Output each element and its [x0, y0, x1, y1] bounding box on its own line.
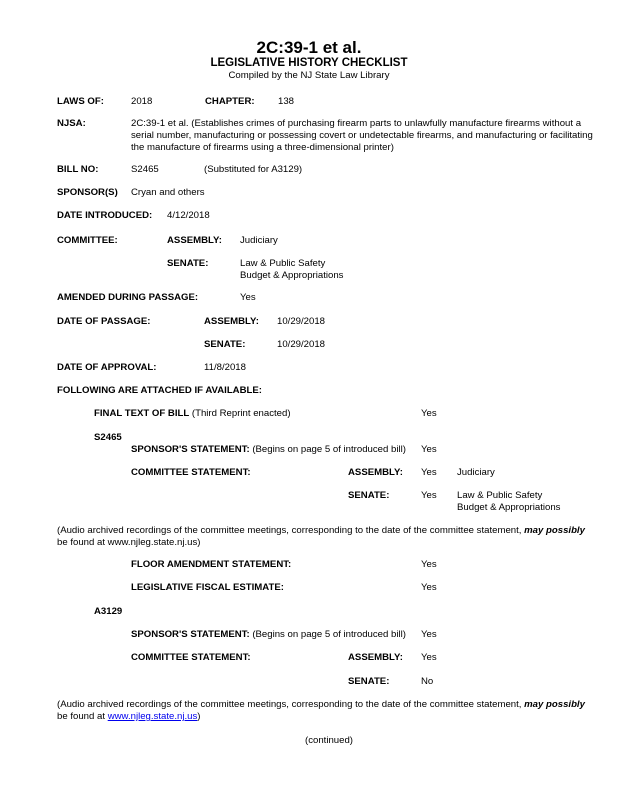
a3129-assembly-label: ASSEMBLY:	[348, 652, 403, 663]
passage-senate-label: SENATE:	[204, 339, 246, 350]
page-subtitle: LEGISLATIVE HISTORY CHECKLIST	[210, 57, 408, 69]
audio-note-1-emphasis: may possibly	[524, 525, 585, 536]
date-of-passage-label: DATE OF PASSAGE:	[57, 316, 151, 327]
fiscal-estimate-value: Yes	[421, 582, 437, 593]
final-text-label: FINAL TEXT OF BILL	[94, 408, 190, 419]
a3129-label: A3129	[94, 606, 123, 617]
floor-amendment-value: Yes	[421, 559, 437, 570]
audio-note-2-suffix: )	[197, 711, 201, 722]
s2465-label: S2465	[94, 432, 122, 443]
bill-no-label: BILL NO:	[57, 164, 99, 175]
amended-label: AMENDED DURING PASSAGE:	[57, 292, 199, 303]
committee-assembly-value: Judiciary	[240, 235, 278, 246]
committee-senate-label: SENATE:	[167, 258, 209, 269]
audio-note-2-line2	[57, 711, 200, 723]
date-of-approval-value: 11/8/2018	[204, 362, 246, 373]
s2465-committee-label: COMMITTEE STATEMENT:	[131, 467, 251, 478]
s2465-sponsor-label: SPONSOR'S STATEMENT:	[131, 444, 250, 455]
njsa-text: 2C:39-1 et al. (Establishes crimes of purchasing firearm parts to unlawfully manufacture firearms without a serial number, manufacturing or possessing covert or undetectable firearms, and manufacturing or facilitating the manufacture of firearms using a three-dimensional printer)	[131, 118, 593, 153]
sponsor-label: SPONSOR(S)	[57, 187, 118, 198]
final-text-value: Yes	[421, 408, 437, 419]
s2465-assembly-value: Yes	[421, 467, 437, 478]
s2465-senate-committee-1: Law & Public Safety	[457, 490, 543, 501]
s2465-sponsor-note: (Begins on page 5 of introduced bill)	[252, 444, 406, 455]
audio-note-2-line1	[57, 699, 585, 711]
a3129-senate-value: No	[421, 676, 434, 687]
chapter-value: 138	[278, 96, 295, 107]
audio-note-1-line2: be found at www.njleg.state.nj.us)	[57, 537, 201, 548]
chapter-label: CHAPTER:	[205, 96, 255, 107]
compiled-by: Compiled by the NJ State Law Library	[228, 70, 390, 81]
passage-assembly-value: 10/29/2018	[277, 316, 326, 327]
laws-of-label: LAWS OF:	[57, 96, 104, 107]
a3129-senate-label: SENATE:	[348, 676, 390, 687]
s2465-senate-label: SENATE:	[348, 490, 390, 501]
audio-note-1-text: (Audio archived recordings of the committee meetings, corresponding to the date of the committee statement,	[57, 525, 525, 536]
a3129-sponsor-value: Yes	[421, 629, 437, 640]
a3129-committee-label: COMMITTEE STATEMENT:	[131, 652, 251, 663]
bill-no-note: (Substituted for A3129)	[204, 164, 303, 175]
amended-value: Yes	[240, 292, 256, 303]
date-of-approval-label: DATE OF APPROVAL:	[57, 362, 157, 373]
audio-note-2-prefix: be found at	[57, 711, 108, 722]
s2465-assembly-label: ASSEMBLY:	[348, 467, 403, 478]
njleg-link[interactable]: www.njleg.state.nj.us	[107, 711, 198, 722]
audio-note-2-emphasis: may possibly	[524, 699, 585, 710]
passage-assembly-label: ASSEMBLY:	[204, 316, 259, 327]
committee-senate-value-1: Law & Public Safety	[240, 258, 326, 269]
laws-of-value: 2018	[131, 96, 153, 107]
page-title: 2C:39-1 et al.	[256, 38, 362, 57]
date-introduced-value: 4/12/2018	[167, 210, 210, 221]
continued-text: (continued)	[305, 735, 353, 746]
s2465-senate-value: Yes	[421, 490, 437, 501]
floor-amendment-label: FLOOR AMENDMENT STATEMENT:	[131, 559, 292, 570]
a3129-sponsor-row	[131, 629, 406, 641]
committee-assembly-label: ASSEMBLY:	[167, 235, 222, 246]
final-text-row	[94, 408, 291, 420]
s2465-senate-committee-2: Budget & Appropriations	[457, 502, 561, 513]
sponsor-value: Cryan and others	[131, 187, 205, 198]
final-text-note: (Third Reprint enacted)	[191, 408, 291, 419]
audio-note-1-line1	[57, 525, 585, 537]
s2465-sponsor-value: Yes	[421, 444, 437, 455]
a3129-assembly-value: Yes	[421, 652, 437, 663]
s2465-assembly-committee: Judiciary	[457, 467, 495, 478]
a3129-sponsor-note: (Begins on page 5 of introduced bill)	[252, 629, 406, 640]
attached-heading: FOLLOWING ARE ATTACHED IF AVAILABLE:	[57, 385, 262, 396]
audio-note-2-text: (Audio archived recordings of the committee meetings, corresponding to the date of the committee statement,	[57, 699, 525, 710]
njsa-label: NJSA:	[57, 118, 86, 129]
s2465-sponsor-row	[131, 444, 406, 456]
committee-senate-value-2: Budget & Appropriations	[240, 270, 344, 281]
fiscal-estimate-label: LEGISLATIVE FISCAL ESTIMATE:	[131, 582, 284, 593]
a3129-sponsor-label: SPONSOR'S STATEMENT:	[131, 629, 250, 640]
bill-no-value: S2465	[131, 164, 159, 175]
date-introduced-label: DATE INTRODUCED:	[57, 210, 153, 221]
committee-label: COMMITTEE:	[57, 235, 118, 246]
passage-senate-value: 10/29/2018	[277, 339, 326, 350]
